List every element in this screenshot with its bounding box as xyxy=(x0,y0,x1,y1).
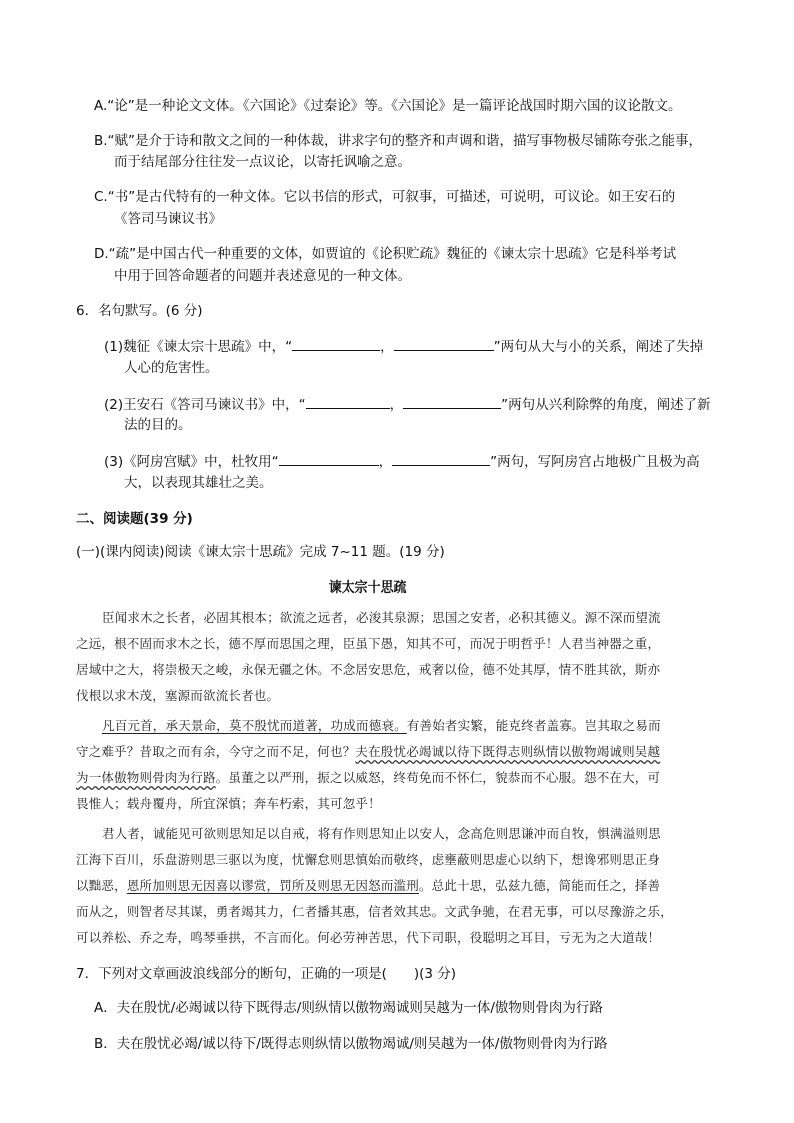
q7-option-b[interactable]: B．夫在殷忧必竭/诚以待下/既得志则纵情以傲物竭诚/则吴越为一体/傲物则骨肉为行路 xyxy=(94,1036,608,1052)
q6-sentence-1-continued: 人心的危害性。 xyxy=(124,360,219,376)
passage-p3-line1: 君人者，诚能见可欲则思知足以自戒，将有作则思知止以安人，念高危则思谦冲而自牧，惧满溢则思 xyxy=(102,826,661,841)
q5-option-b: B.“赋”是介于诗和散文之间的一种体裁，讲求字句的整齐和声调和谐，描写事物极尽铺陈夸张之能事， xyxy=(94,133,703,149)
q6-s3-prefix: (3)《阿房宫赋》中，杜牧用“ xyxy=(104,454,279,470)
q6-s3-blank-b[interactable] xyxy=(392,451,490,466)
q6-s2-prefix: (2)王安石《答司马谏议书》中，“ xyxy=(104,397,306,413)
q6-s1-comma: ， xyxy=(380,339,394,355)
passage-p3-line4: 而从之，则智者尽其谋，勇者竭其力，仁者播其惠，信者效其忠。文武争驰，在君无事，可以尽豫游之乐， xyxy=(76,904,673,919)
passage-p3-line2: 江海下百川，乐盘游则思三驱以为度，忧懈怠则思慎始而敬终，虑壅蔽则思虚心以纳下，想谗邪则思正身 xyxy=(76,852,661,867)
q5-option-d-continued: 中用于回答命题者的问题并表述意见的一种文体。 xyxy=(114,268,411,284)
passage-p2-wavy-segment-1: 夫在殷忧必竭诚以待下既得志则纵情以傲物竭诚则吴越 xyxy=(355,744,661,759)
q6-sentence-2 xyxy=(104,394,711,415)
passage-p3-line3-start: 以黜恶， xyxy=(76,878,127,893)
q6-s1-prefix: (1)魏征《谏太宗十思疏》中，“ xyxy=(104,339,293,355)
q5-option-c-continued: 《答司马谏议书》 xyxy=(114,211,222,227)
q5-option-a: A.“论”是一种论文文体。《六国论》《过秦论》等。《六国论》是一篇评论战国时期六国的议论散文。 xyxy=(94,98,682,114)
q5-option-d: D.“疏”是中国古代一种重要的文体，如贾谊的《论积贮疏》魏征的《谏太宗十思疏》它是科举考试 xyxy=(94,246,677,262)
q6-s2-suffix: ”两句从兴利除弊的角度，阐述了新 xyxy=(501,397,711,413)
q7-heading: 7．下列对文章画波浪线部分的断句，正确的一项是( )(3 分) xyxy=(76,966,457,982)
passage-p1-line4: 伐根以求木茂，塞源而欲流长者也。 xyxy=(76,688,280,703)
q6-s2-blank-a[interactable] xyxy=(306,394,390,409)
q6-sentence-2-continued: 法的目的。 xyxy=(124,417,192,433)
passage-p1-line1: 臣闻求木之长者，必固其根本；欲流之远者，必浚其泉源；思国之安者，必积其德义。源不深而望流 xyxy=(102,610,661,625)
q6-s3-suffix: ”两句，写阿房宫占地极广且极为高 xyxy=(490,454,700,470)
q6-s1-suffix: ”两句从大与小的关系，阐述了失掉 xyxy=(493,339,704,355)
q6-sentence-3 xyxy=(104,451,700,472)
passage-p3-line5: 可以养松、乔之寿，鸣琴垂拱，不言而化。何必劳神苦思，代下司职，役聪明之耳目，亏无为之大道哉！ xyxy=(76,930,661,945)
q6-sentence-3-continued: 大，以表现其雄壮之美。 xyxy=(124,475,273,491)
q6-s3-blank-a[interactable] xyxy=(279,451,379,466)
passage-p1-line2: 之远，根不固而求木之长，德不厚而思国之理，臣虽下愚，知其不可，而况于明哲乎！人君当神器之重， xyxy=(76,636,661,651)
q5-option-c: C.“书”是古代特有的一种文体。它以书信的形式，可叙事，可描述，可说明，可议论。如王安石的 xyxy=(94,189,676,205)
passage-p3-line3-rest: 。总此十思，弘兹九德，简能而任之，择善 xyxy=(418,878,661,893)
q6-sentence-1 xyxy=(104,336,703,357)
q6-s3-comma: ， xyxy=(378,454,393,470)
passage-p2-line2-start: 守之难乎？昔取之而有余，今守之而不足，何也？ xyxy=(76,744,356,759)
q6-heading: 6．名句默写。(6 分) xyxy=(76,303,203,319)
q6-s2-comma: ， xyxy=(389,397,404,413)
passage-p2-line1 xyxy=(102,716,661,736)
section-2-heading: 二、阅读题(39 分) xyxy=(76,511,193,527)
passage-p3-line3 xyxy=(76,876,660,896)
passage-p1-line3: 居域中之大，将崇极天之峻，永保无疆之休。不念居安思危，戒奢以俭，德不处其厚，情不胜其欲，斯亦 xyxy=(76,662,661,677)
passage-p2-line1-rest: 有善始者实繁，能克终者盖寡。岂其取之易而 xyxy=(406,718,661,733)
passage-p2-line4: 畏惟人；载舟覆舟，所宜深慎；奔车朽索，其可忽乎！ xyxy=(76,796,381,811)
q7-option-a[interactable]: A．夫在殷忧/必竭诚以待下既得志/则纵情以傲物竭诚则吴越为一体/傲物则骨肉为行路 xyxy=(94,1000,603,1016)
passage-p3-underlined-sentence: 恩所加则思无因喜以谬赏，罚所及则思无因怒而滥刑 xyxy=(126,878,419,893)
q6-s1-blank-b[interactable] xyxy=(394,336,494,351)
passage-p2-line2 xyxy=(76,742,660,762)
q5-option-b-continued: 而于结尾部分往往发一点议论，以寄托讽喻之意。 xyxy=(114,154,411,170)
passage-p2-line3 xyxy=(76,768,660,788)
passage-p2-wavy-segment-2: 为一体傲物则骨肉为行路 xyxy=(76,770,216,785)
q6-s2-blank-b[interactable] xyxy=(403,394,501,409)
q6-s1-blank-a[interactable] xyxy=(292,336,380,351)
section-2-subheading: (一)(课内阅读)阅读《谏太宗十思疏》完成 7~11 题。(19 分) xyxy=(76,544,445,560)
passage-p2-underlined-sentence: 凡百元首，承天景命，莫不殷忧而道著，功成而德衰。 xyxy=(102,718,407,733)
passage-title: 谏太宗十思疏 xyxy=(328,580,407,596)
passage-p2-line3-rest: 。虽董之以严刑，振之以威怒，终苟免而不怀仁，貌恭而不心服。怨不在大，可 xyxy=(215,770,661,785)
